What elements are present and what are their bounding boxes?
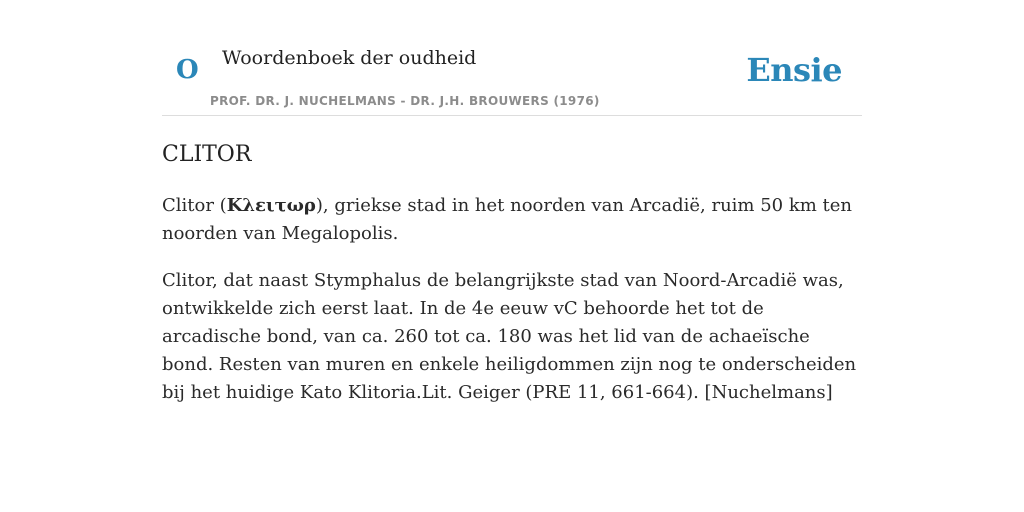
- entry-paragraph: [162, 192, 862, 248]
- entry-title: CLITOR: [162, 142, 252, 167]
- paragraph-text-prefix: Clitor (: [162, 195, 227, 216]
- entry-paragraph: Clitor, dat naast Stymphalus de belangrijkste stad van Noord-Arcadië was, ontwikkelde zich eerst laat. In de 4e eeuw vC behoorde het tot de arcadische bond, van ca. 260 tot ca. 180 was het lid van de achaeïsche bond. Resten van muren en enkele heiligdommen zijn nog te onderscheiden bij het huidige Kato Klitoria.Lit. Geiger (PRE 11, 661-664). [Nuchelmans]: [162, 270, 857, 403]
- paragraph-text-suffix: ), griekse stad in het noorden van Arcadië, ruim 50 km ten noorden van Megalopolis.: [162, 195, 853, 244]
- letter-index-link[interactable]: O: [176, 55, 199, 85]
- greek-name: Κλειτωρ: [226, 195, 316, 216]
- ensie-logo-link[interactable]: Ensie: [746, 51, 842, 89]
- book-title[interactable]: Woordenboek der oudheid: [222, 47, 477, 69]
- book-header: [162, 30, 862, 116]
- book-authors: PROF. DR. J. NUCHELMANS - DR. J.H. BROUWERS (1976): [210, 94, 600, 108]
